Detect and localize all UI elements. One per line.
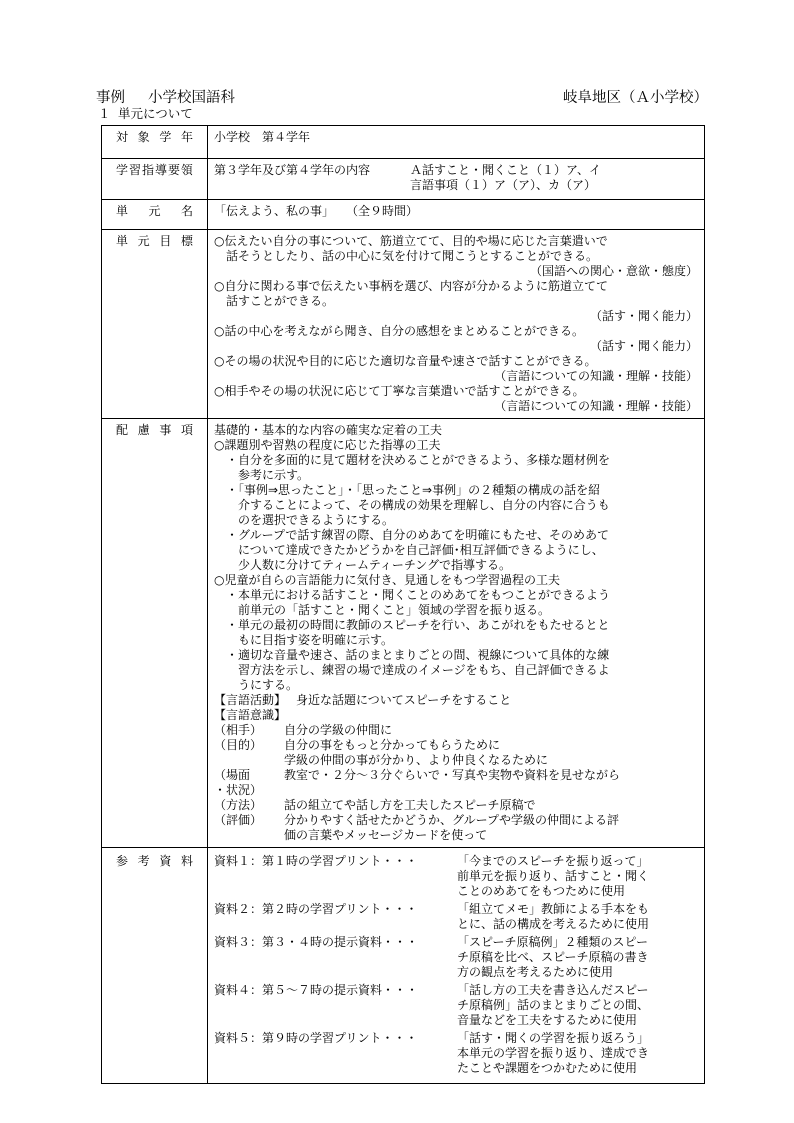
language-activity: 【言語活動】 身近な話題についてスピーチをすること	[214, 693, 512, 707]
reference-item: 資料２：第２時の学習プリント・・・ 「組立てメモ」教師による手本をも とに、話の構成を考えるために使用	[214, 902, 650, 931]
unit-plan-table	[101, 125, 705, 1084]
guide-line-2: 言語事項（１）ア（ア）、カ（ア）	[410, 178, 597, 192]
awareness-purpose: （目的） 自分の事をもっと分かってもらうために	[214, 738, 501, 752]
reference-item: 資料３：第３・４時の提示資料・・・ 「スピーチ原稿例」２種類のスピー チ原稿を比べ、スピーチ原稿の書き 方の観点を考えるために使用	[214, 935, 649, 979]
case-title: 事例 小学校国語科	[96, 90, 235, 106]
unit-name-value: 「伝えよう、私の事」 （全９時間）	[214, 204, 419, 218]
label-references: 参 考 資 料	[116, 854, 193, 868]
reference-item: 資料１：第１時の学習プリント・・・ 「今までのスピーチを振り返って」 前単元を振り返り、話すこと・聞く ことのめあてをもつために使用	[214, 854, 650, 898]
row-target-grade	[102, 126, 705, 159]
awareness-partner: （相手） 自分の学級の仲間に	[214, 723, 393, 737]
awareness-evaluation: （評価） 分かりやすく話せたかどうか、グループや学級の仲間による評	[214, 813, 620, 827]
label-target-grade: 対 象 学 年	[116, 130, 193, 144]
reference-item: 資料４：第５～７時の提示資料・・・ 「話し方の工夫を書き込んだスピー チ原稿例」話のまとまりごとの間、 音量などを工夫をするために使用	[214, 983, 650, 1027]
label-considerations: 配 慮 事 項	[116, 423, 193, 437]
row-unit-goals	[102, 230, 705, 419]
label-unit-goals: 単 元 目 標	[116, 234, 193, 248]
label-curriculum-guide: 学 習 指 導 要 領	[116, 163, 193, 177]
awareness-situation: （場面 教室で・２分～３分ぐらいで・写真や実物や資料を見せながら	[214, 768, 621, 782]
section-heading: １ 単元について	[98, 106, 193, 121]
label-unit-name: 単 元 名	[116, 204, 193, 218]
considerations-list: 基礎的・基本的な内容の確実な定着の工夫 ○課題別や習熟の程度に応じた指導の工夫 ・自分を多面的に見て題材を決めることができるよう、多様な題材例を 参考に示す。 ・「事例⇒思ったこと」・「思ったこと⇒事例」の２種類の構成の話を紹 介することによって、その構成の効果を理解し、自分の内容に合うも のを選択できるようにする。 ・グループで話す練習の際、自分のめあてを明確にもたせ、そのめあて について達成できたかどうかを自己評価･相互評価できるようにし、 少人数に分けてティームティーチングで指導する。 ○児童が自らの言語能力に気付き、見通しをもつ学習過程の工夫 ・本単元における話すこと・聞くことのめあてをもつことができるよう 前単元の「話すこと・聞くこと」領域の学習を振り返る。 ・単元の最初の時間に教師のスピーチを行い、あこがれをもたせるとと もに目指す姿を明確に示す。 ・適切な音量や速さ、話のまとまりごとの間、視線について具体的な練 習方法を示し、練習の場で達成のイメージをもち、自己評価できるよ うにする。 【言語活動】 身近な話題についてスピーチをすること 【言語意識】 （相手） 自分の学級の仲間に （目的） 自分の事をもっと分かってもらうために 学級の仲間の事が分かり、より仲良くなるために （場面 教室で・２分～３分ぐらいで・写真や実物や資料を見せながら ・状況） （方法） 話の組立てや話し方を工夫したスピーチ原稿で （評価） 分かりやすく話せたかどうか、グループや学級の仲間による評 価の言葉やメッセージカードを使って	[208, 419, 705, 848]
guide-line-1: 第３学年及び第４学年の内容 Ａ話すこと・聞くこと（１）ア、イ	[214, 163, 602, 177]
target-grade-value: 小学校 第４学年	[214, 130, 311, 144]
row-references	[102, 848, 705, 1084]
region-school: 岐阜地区（Ａ小学校）	[563, 90, 708, 106]
unit-goals-list: ○伝えたい自分の事について、筋道立てて、目的や場に応じた言葉遣いで 話そうとしたり、話の中心に気を付けて聞こうとすることができる。 （国語への関心・意欲・態度） ○自分に関わる事で伝えたい事柄を選び、内容が分かるように筋道立てて 話すことができる。 （話す・聞く能力） ○話の中心を考えながら聞き、自分の感想をまとめることができる。 （話す・聞く能力） ○その場の状況や目的に応じた適切な音量や速さで話すことができる。 （言語についての知識・理解・技能） ○相手やその場の状況に応じて丁寧な言葉遣いで話すことができる。 （言語についての知識・理解・技能）	[208, 230, 705, 419]
row-unit-name	[102, 200, 705, 230]
language-awareness-label: 【言語意識】	[214, 708, 287, 722]
reference-item: 資料５：第９時の学習プリント・・・ 「話す・聞くの学習を振り返ろう」 本単元の学習を振り返り、達成でき たことや課題をつかむために使用	[214, 1031, 650, 1075]
references-list	[208, 848, 705, 1084]
row-curriculum-guide	[102, 159, 705, 200]
awareness-method: （方法） 話の組立てや話し方を工夫したスピーチ原稿で	[214, 798, 536, 812]
row-considerations	[102, 419, 705, 848]
page-header	[96, 86, 708, 106]
